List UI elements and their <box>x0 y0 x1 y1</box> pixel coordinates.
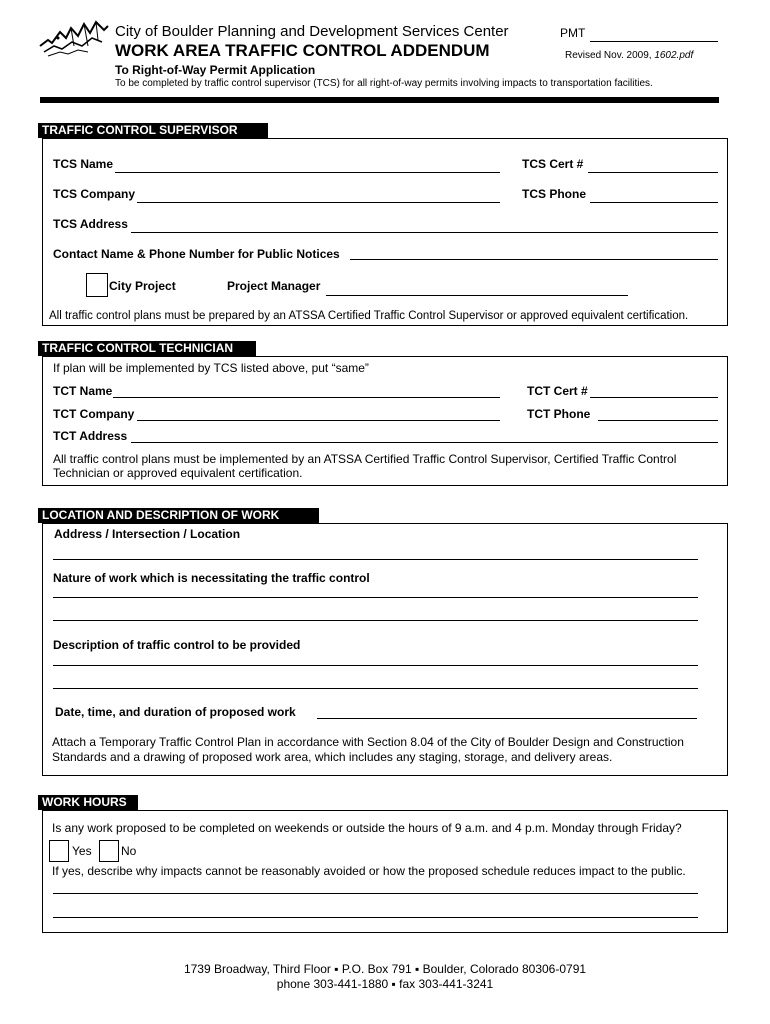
tct-name-field[interactable] <box>113 397 500 398</box>
pmt-field[interactable] <box>590 41 718 42</box>
tct-cert-label: TCT Cert # <box>527 384 588 398</box>
traffic-control-description-field-1[interactable] <box>53 665 698 666</box>
contact-label: Contact Name & Phone Number for Public Notices <box>53 247 340 261</box>
date-time-duration-label: Date, time, and duration of proposed work <box>55 705 296 719</box>
city-project-checkbox[interactable] <box>86 273 108 297</box>
revised-date: Revised Nov. 2009, <box>565 50 652 61</box>
tct-phone-field[interactable] <box>598 420 718 421</box>
work-hours-section-title: WORK HOURS <box>38 795 138 810</box>
tct-section-title: TRAFFIC CONTROL TECHNICIAN <box>38 341 256 356</box>
nature-of-work-field-2[interactable] <box>53 620 698 621</box>
location-section-title: LOCATION AND DESCRIPTION OF WORK <box>38 508 319 523</box>
footer-phone-fax: phone 303-441-1880 ▪ fax 303-441-3241 <box>276 977 494 991</box>
nature-of-work-label: Nature of work which is necessitating the traffic control <box>53 571 370 585</box>
tct-company-field[interactable] <box>137 420 500 421</box>
yes-label: Yes <box>72 844 92 858</box>
date-time-duration-field[interactable] <box>317 718 697 719</box>
header-divider <box>40 97 719 103</box>
tct-company-label: TCT Company <box>53 407 135 421</box>
address-intersection-label: Address / Intersection / Location <box>54 527 241 541</box>
city-project-label: City Project <box>109 279 176 293</box>
pmt-label: PMT <box>560 26 586 40</box>
tcs-company-field[interactable] <box>137 202 500 203</box>
work-hours-describe: If yes, describe why impacts cannot be reasonably avoided or how the proposed schedule reduces impact to the public. <box>52 864 686 878</box>
attach-plan-line2: Standards and a drawing of proposed work area, which includes any staging, storage, and delivery areas. <box>52 750 613 764</box>
contact-field[interactable] <box>350 259 718 260</box>
tcs-certification-note: All traffic control plans must be prepared by an ATSSA Certified Traffic Control Supervisor or approved equivalent certification. <box>49 310 689 322</box>
yes-checkbox[interactable] <box>49 840 69 862</box>
tcs-company-label: TCS Company <box>53 187 136 201</box>
file-name: 1602.pdf <box>654 50 694 61</box>
traffic-control-description-label: Description of traffic control to be provided <box>53 638 301 652</box>
form-title: WORK AREA TRAFFIC CONTROL ADDENDUM <box>115 41 490 60</box>
tcs-phone-field[interactable] <box>590 202 718 203</box>
work-hours-explanation-field-2[interactable] <box>53 917 698 918</box>
no-label: No <box>121 844 137 858</box>
no-checkbox[interactable] <box>99 840 119 862</box>
tct-address-field[interactable] <box>131 442 718 443</box>
attach-plan-line1: Attach a Temporary Traffic Control Plan in accordance with Section 8.04 of the City of Boulder Design and Construction <box>52 735 684 749</box>
mountain-logo-icon <box>38 16 110 64</box>
tcs-name-label: TCS Name <box>53 157 114 171</box>
work-hours-question: Is any work proposed to be completed on weekends or outside the hours of 9 a.m. and 4 p.m. Monday through Friday? <box>52 821 682 835</box>
tct-name-label: TCT Name <box>53 384 113 398</box>
footer-address: 1739 Broadway, Third Floor ▪ P.O. Box 791 ▪ Boulder, Colorado 80306-0791 <box>183 962 587 976</box>
city-logo <box>38 16 110 64</box>
nature-of-work-field-1[interactable] <box>53 597 698 598</box>
tct-note-line1: All traffic control plans must be implemented by an ATSSA Certified Traffic Control Supervisor, Certified Traffic Control <box>53 452 677 466</box>
tcs-cert-label: TCS Cert # <box>522 157 584 171</box>
form-subtitle: To Right-of-Way Permit Application <box>115 63 316 77</box>
tct-intro: If plan will be implemented by TCS listed above, put “same” <box>53 361 369 375</box>
work-hours-explanation-field-1[interactable] <box>53 893 698 894</box>
org-name: City of Boulder Planning and Development Services Center <box>115 23 509 40</box>
tct-phone-label: TCT Phone <box>527 407 591 421</box>
tcs-section-title: TRAFFIC CONTROL SUPERVISOR <box>38 123 268 138</box>
revised-note <box>565 50 693 61</box>
tct-note-line2: Technician or approved equivalent certification. <box>53 466 303 480</box>
form-instruction: To be completed by traffic control supervisor (TCS) for all right-of-way permits involving impacts to transportation facilities. <box>115 78 653 89</box>
tct-cert-field[interactable] <box>590 397 718 398</box>
project-manager-field[interactable] <box>326 295 628 296</box>
project-manager-label: Project Manager <box>227 279 321 293</box>
tcs-cert-field[interactable] <box>588 172 718 173</box>
tcs-address-label: TCS Address <box>53 217 128 231</box>
tcs-phone-label: TCS Phone <box>522 187 587 201</box>
tcs-address-field[interactable] <box>131 232 718 233</box>
tct-address-label: TCT Address <box>53 429 128 443</box>
address-intersection-field[interactable] <box>53 559 698 560</box>
tcs-name-field[interactable] <box>115 172 500 173</box>
traffic-control-description-field-2[interactable] <box>53 688 698 689</box>
